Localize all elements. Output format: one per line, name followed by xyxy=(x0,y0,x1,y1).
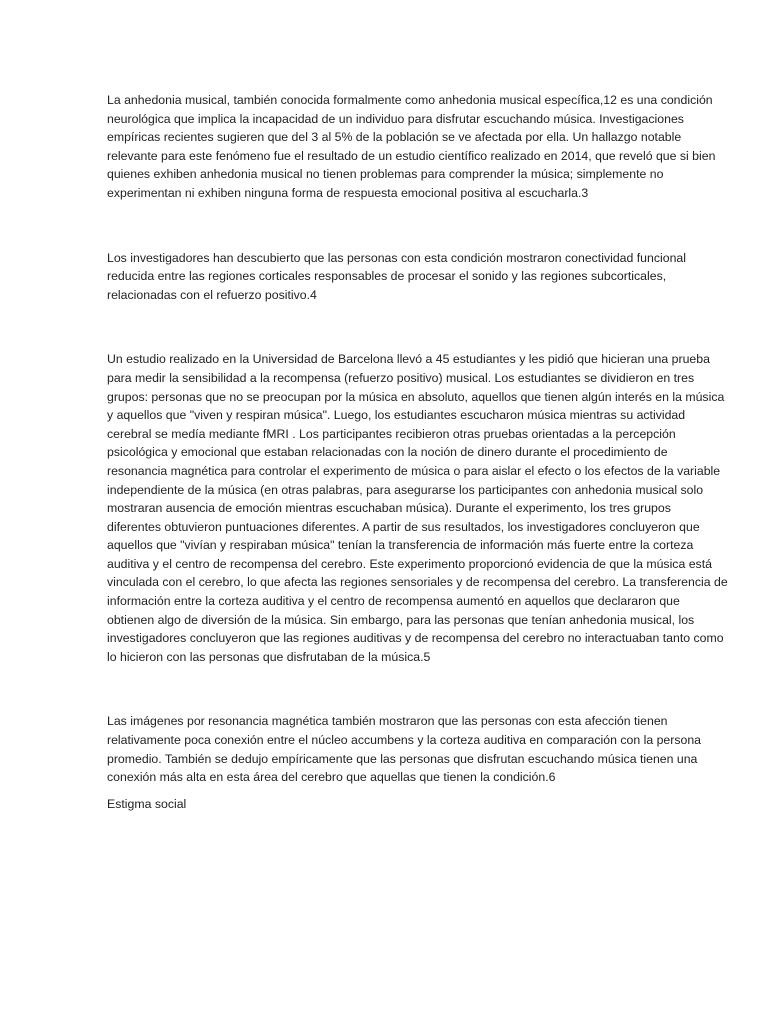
section-heading: Estigma social xyxy=(107,796,187,811)
paragraph-intro: La anhedonia musical, también conocida formalmente como anhedonia musical específica,12 es una condición neurológica que implica la incapacidad de un individuo para disfrutar escuchando música. Investigaciones empíricas recientes sugieren que del 3 al 5% de la población se ve afectada por ella. Un hallazgo notable relevante para este fenómeno fue el resultado de un estudio científico realizado en 2014, que reveló que si bien quienes exhiben anhedonia musical no tienen problemas para comprender la música; simplemente no experimentan ni exhiben ninguna forma de respuesta emocional positiva al escucharla.3 xyxy=(107,93,716,200)
paragraph-barcelona-study: Un estudio realizado en la Universidad de Barcelona llevó a 45 estudiantes y les pidió que hicieran una prueba para medir la sensibilidad a la recompensa (refuerzo positivo) musical. Los estudiantes se dividieron en tres grupos: personas que no se preocupan por la música en absoluto, aquellos que tienen algún interés en la música y aquellos que "viven y respiran música". Luego, los estudiantes escucharon música mientras su actividad cerebral se medía mediante fMRI . Los participantes recibieron otras pruebas orientadas a la percepción psicológica y emocional que estaban relacionadas con la noción de dinero durante el procedimiento de resonancia magnética para controlar el experimento de música o para aislar el efecto o los efectos de la variable independiente de la música (en otras palabras, para asegurarse los participantes con anhedonia musical solo mostraran ausencia de emoción mientras escuchaban música). Durante el experimento, los tres grupos diferentes obtuvieron puntuaciones diferentes. A partir de sus resultados, los investigadores concluyeron que aquellos que "vivían y respiraban música" tenían la transferencia de información más fuerte entre la corteza auditiva y el centro de recompensa del cerebro. Este experimento proporcionó evidencia de que la música está vinculada con el cerebro, lo que afecta las regiones sensoriales y de recompensa del cerebro. La transferencia de información entre la corteza auditiva y el centro de recompensa aumentó en aquellos que declararon que obtienen algo de diversión de la música. Sin embargo, para las personas que tenían anhedonia musical, los investigadores concluyeron que las regiones auditivas y de recompensa del cerebro no interactuaban tanto como lo hicieron con las personas que disfrutaban de la música.5 xyxy=(107,352,728,664)
paragraph-connectivity: Los investigadores han descubierto que las personas con esta condición mostraron conectividad funcional reducida entre las regiones corticales responsables de procesar el sonido y las regiones subcorticales, relacionadas con el refuerzo positivo.4 xyxy=(107,250,686,302)
paragraph-mri: Las imágenes por resonancia magnética también mostraron que las personas con esta afección tienen relativamente poca conexión entre el núcleo accumbens y la corteza auditiva en comparación con la persona promedio. También se dedujo empíricamente que las personas que disfrutan escuchando música tienen una conexión más alta en esta área del cerebro que aquellas que tienen la condición.6 xyxy=(107,714,702,785)
